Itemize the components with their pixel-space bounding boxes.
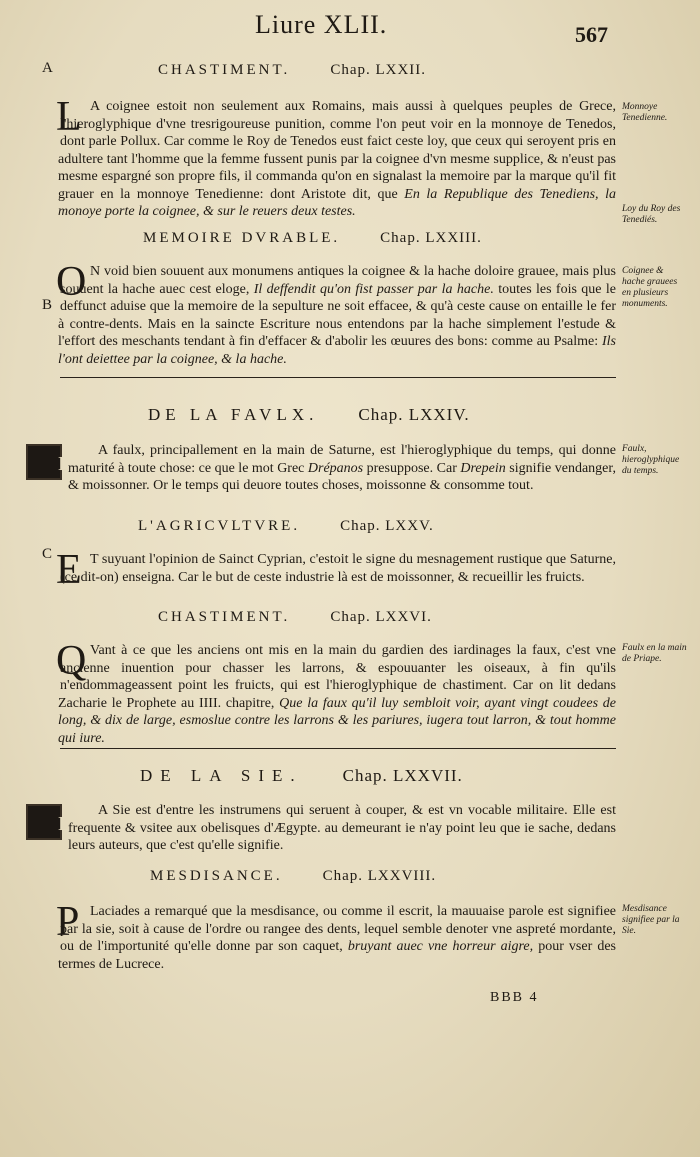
chapter-number: Chap. LXXIII.: [380, 230, 482, 246]
drop-cap: P: [56, 899, 80, 945]
paragraph-text: presuppose. Car: [363, 460, 461, 476]
section-divider: [60, 748, 616, 749]
section-title: CHASTIMENT.: [158, 609, 291, 625]
paragraph-quote: Il deffendit qu'on fist passer par la hache.: [253, 281, 494, 297]
drop-cap: O: [56, 259, 87, 305]
paragraph-chastiment-76: [56, 638, 616, 747]
drop-cap: E: [56, 547, 82, 593]
paragraph-chastiment-72: [56, 94, 617, 221]
section-heading-chastiment-72: [158, 62, 426, 79]
margin-letter-b: B: [42, 297, 53, 313]
drop-cap: L: [56, 94, 82, 140]
margin-note: Mesdisance signifiee par la Sie.: [622, 904, 680, 936]
paragraph-quote: Que la faux qu'il luy sembloit voir, ayant vingt coudees de long, & dix de large, esmoslue contre les larrons & les pariures, iugera tout larron, & tout homme qui iure.: [58, 695, 616, 746]
section-divider: [60, 377, 616, 378]
ornamental-drop-cap: L: [26, 444, 62, 480]
paragraph-text: signifie vendanger, & moissonner. Or le temps qui deuore toutes choses, moissonne & consomme tout.: [68, 460, 616, 493]
paragraph-text: T suyuant l'opinion de Sainct Cyprian, c'estoit le signe du mesnagement rustique que Saturne, (ce dit-on) enseigna. Car le but de ceste industrie là est de moissonner, & recueillir les fruicts.: [60, 552, 616, 585]
section-title: DE LA FAVLX.: [148, 405, 319, 424]
page-number: 567: [575, 22, 608, 47]
margin-note: Faulx en la main de Priape.: [622, 643, 687, 664]
section-heading-memoire-durable-73: [143, 230, 482, 247]
paragraph-agriculture-75: [56, 547, 616, 593]
paragraph-text: A coignee estoit non seulement aux Romains, mais aussi à quelques peuples de Grece, l'hieroglyphique d'vne tresrigoureuse punition, comme l'on peut voir en la monnoye de Tenedos, dont parle Pollux. Car comme le Roy de Tenedos eust faict ceste loy, que ceux qui seroyent pris en adultere tant l'homme que la femme fussent punis par la coignee d'vn mesme supplice, & n'eust pas mesme espargné son propre fils, il commanda qu'on en signalast la memoire par la marque qu'il fit grauer en la monnoye Tenedienne: dont Aristote dit, que: [58, 99, 616, 202]
section-title: CHASTIMENT.: [158, 62, 291, 78]
paragraph-text: A faulx, principallement en la main de Saturne, est l'hieroglyphique du temps, qui donne maturité à toute chose: ce que le mot Grec: [68, 443, 616, 476]
paragraph-text: Laciades a remarqué que la mesdisance, ou comme il escrit, la mauuaise parole est signifiee par la sie, soit à cause de l'ordre ou rangee des dents, lequel semble denoter vne aspreté mordante, ou de l'importunité qu'elle donne par son caquet,: [60, 904, 616, 954]
paragraph-sie-77: [58, 802, 616, 855]
section-heading-agriculture-75: [138, 518, 434, 535]
section-title: L'AGRICVLTVRE.: [138, 518, 301, 534]
paragraph-quote: Drépanos: [307, 460, 364, 476]
paragraph-faulx-74: [58, 442, 616, 495]
margin-note: Monnoye Tenedienne.: [622, 102, 668, 123]
chapter-number: Chap. LXXV.: [340, 518, 434, 534]
margin-note: Faulx, hieroglyphique du temps.: [622, 444, 680, 476]
margin-letter-c: C: [42, 546, 53, 562]
section-title: DE LA SIE.: [140, 766, 303, 785]
running-title: Liure XLII.: [255, 10, 388, 39]
section-heading-sie-77: [140, 766, 463, 786]
paragraph-text: Vant à ce que les anciens ont mis en la main du gardien des iardinages la faux, c'est vne ancienne inuention pour chasser les larrons, & espouuanter les oiseaux, à fin qu'ils n'endommageassent point les fruicts, qui est l'hieroglyphique de chastiment. Car on lit dedans Zacharie le Prophete au IIII. chapitre,: [58, 643, 616, 711]
paragraph-text: A Sie est d'entre les instrumens qui seruent à couper, & est vn vocable militaire. Elle est frequente & vsitee aux obelisques d'Ægypte. au demeurant ie n'ay point leu que ie sache, dedans leurs auteurs, que c'est qu'elle signifie.: [68, 803, 616, 853]
section-heading-chastiment-76: [158, 609, 432, 626]
chapter-number: Chap. LXXIV.: [358, 405, 470, 424]
paragraph-quote: Drepein: [460, 460, 506, 476]
chapter-number: Chap. LXXII.: [330, 62, 427, 78]
margin-letter-a: A: [42, 60, 53, 76]
margin-note: Loy du Roy des Tenediés.: [622, 204, 681, 225]
paragraph-quote: En la Republique des Tenediens, la monoye porte la coignee, & sur le reuers deux testes.: [58, 186, 617, 219]
ornamental-drop-cap: L: [26, 804, 62, 840]
paragraph-quote: Ils l'ont deiettee par la coignee, & la hache.: [58, 334, 616, 367]
paragraph-text: toutes les fois que le deffunct aduise que la memoire de la sepulture ne soit effacee, & qu'à ceste cause on entaille le fer à contre-dents. Mais en la saincte Escriture nous entendons par la hache simplement l'estude & l'effort des meschants tendant à fin d'effacer & d'abolir les œuures des bons: comme au Psalme:: [58, 281, 616, 349]
paragraph-text: N void bien souuent aux monumens antiques la coignee & la hache doloire grauee, mais plus souuent la hache auec cest eloge,: [60, 264, 616, 297]
chapter-number: Chap. LXXVII.: [342, 766, 463, 785]
section-heading-faulx-74: [148, 405, 470, 425]
chapter-number: Chap. LXXVIII.: [322, 868, 437, 884]
paragraph-quote: bruyant auec vne horreur aigre,: [347, 939, 534, 954]
section-heading-mesdisance-78: [150, 868, 436, 885]
drop-cap: Q: [56, 638, 87, 684]
paragraph-text: pour vser des termes de Lucrece.: [58, 939, 616, 972]
chapter-number: Chap. LXXVI.: [330, 609, 432, 625]
paragraph-mesdisance-78: [56, 899, 616, 973]
section-title: MESDISANCE.: [150, 868, 283, 884]
paragraph-memoire-durable-73: [56, 259, 616, 368]
section-title: MEMOIRE DVRABLE.: [143, 230, 341, 246]
margin-note: Coignee & hache grauees en plusieurs monuments.: [622, 266, 678, 309]
signature-mark: BBB 4: [490, 990, 539, 1005]
